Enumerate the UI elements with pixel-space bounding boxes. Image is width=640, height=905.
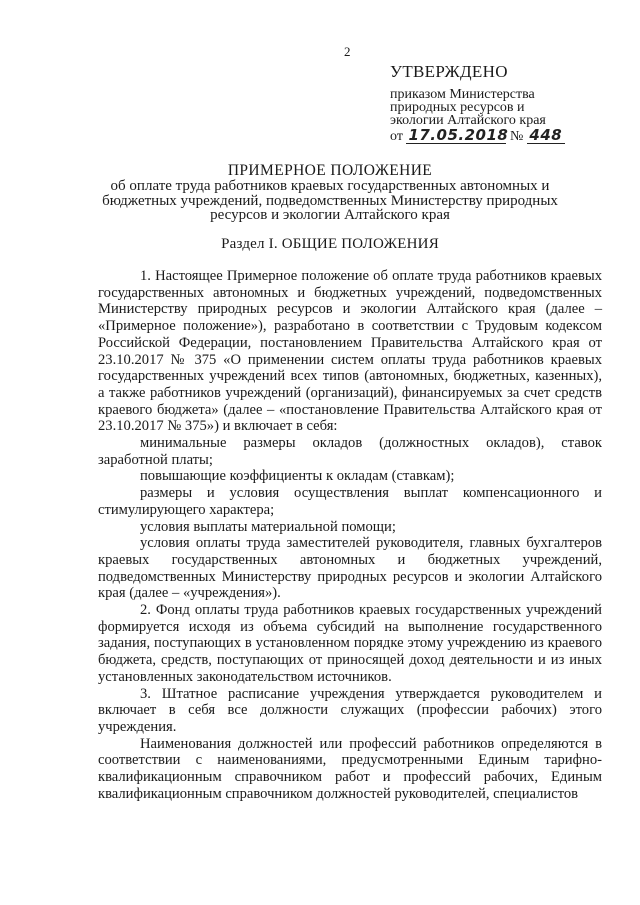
page-number: 2 xyxy=(344,44,351,59)
paragraph: 1. Настоящее Примерное положение об оплате труда работников краевых государственных автономных и бюджетных учреждений, подведомственных Министерству природных ресурсов и экологии Алтайского края (далее – «Примерное положение»), разработано в соответствии с Трудовым кодексом Российской Федерации, постановлением Правительства Алтайского края от 23.10.2017 № 375 «О применении систем оплаты труда работников краевых государственных учреждений всех типов (автономных, бюджетных, казенных), а также работников учреждений (организаций), финансируемых за счет средств краевого бюджета» (далее – «постановление Правительства Алтайского края от 23.10.2017 № 375») и включает в себя: xyxy=(98,268,602,435)
paragraph: Наименования должностей или профессий работников определяются в соответствии с наименованиями, предусмотренными Единым тарифно-квалификационным справочником работ и профессий рабочих, Единым квалификационным справочником должностей руководителей, специалистов xyxy=(98,735,602,802)
paragraph: 2. Фонд оплаты труда работников краевых государственных учреждений формируется исходя из объема субсидий на выполнение государственного задания, поступающих в установленном порядке этому учреждению из краевого бюджета, средств, поступающих от приносящей доход деятельности и из иных установленных законодательством источников. xyxy=(98,602,602,685)
approval-line: природных ресурсов и xyxy=(390,100,525,115)
title-subtitle: об оплате труда работников краевых государственных автономных и бюджетных учреждений, подведомственных Министерству природных ресурсов и экологии Алтайского края xyxy=(102,178,558,223)
list-item: повышающие коэффициенты к окладам (ставкам); xyxy=(140,468,455,485)
approval-block xyxy=(390,62,610,145)
paragraph: 3. Штатное расписание учреждения утверждается руководителем и включает в себя все должности служащих (профессии рабочих) этого учреждения. xyxy=(98,685,602,735)
document-title xyxy=(90,162,570,223)
approval-heading: УТВЕРЖДЕНО xyxy=(390,62,508,81)
approval-line: приказом Министерства xyxy=(390,87,535,102)
title-main: ПРИМЕРНОЕ ПОЛОЖЕНИЕ xyxy=(227,162,433,179)
handwritten-number: 448 xyxy=(527,128,565,144)
document-body xyxy=(98,268,602,803)
approval-line: экологии Алтайского края xyxy=(390,113,546,128)
section-heading: Раздел I. ОБЩИЕ ПОЛОЖЕНИЯ xyxy=(221,236,439,252)
list-item: размеры и условия осуществления выплат компенсационного и стимулирующего характера; xyxy=(98,485,602,518)
approval-date-line xyxy=(390,128,610,145)
handwritten-date: 17.05.2018 xyxy=(408,126,509,144)
list-item: минимальные размеры окладов (должностных окладов), ставок заработной платы; xyxy=(98,435,602,468)
date-prefix: от xyxy=(390,129,403,144)
number-prefix: № xyxy=(509,129,524,144)
list-item: условия оплаты труда заместителей руководителя, главных бухгалтеров краевых государственных автономных и бюджетных учреждений, подведомственных Министерству природных ресурсов и экологии Алтайского края (далее – «учреждения»). xyxy=(98,535,602,602)
list-item: условия выплаты материальной помощи; xyxy=(140,518,396,535)
